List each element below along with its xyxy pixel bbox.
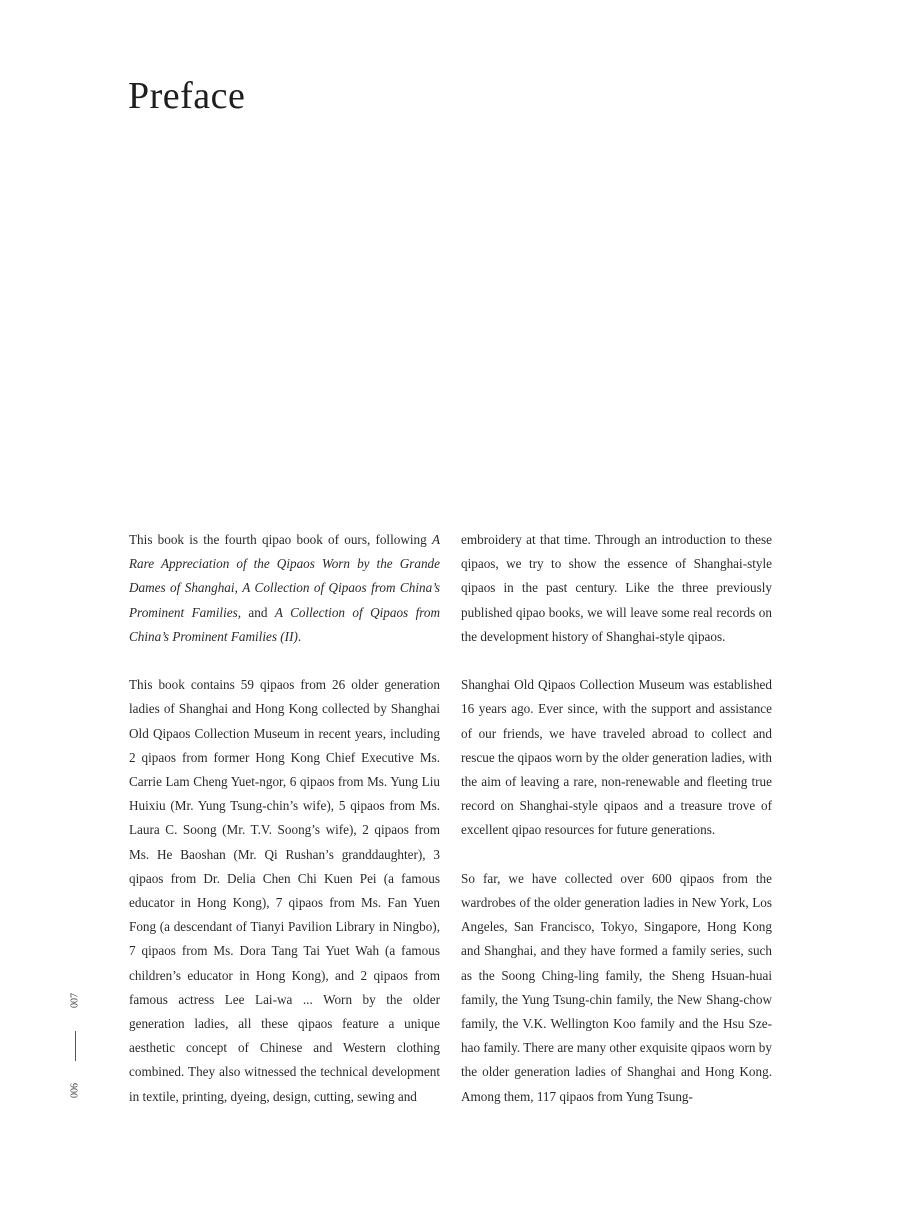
intro-text-1: This book is the fourth qipao book of ours, following [129, 532, 432, 547]
book-title-2: A Collection of Qipaos from China’s Prominent Families [129, 580, 440, 620]
body-paragraph: embroidery at that time. Through an introduction to these qipaos, we try to show the essence of Shanghai-style qipaos in the past century. Like the three previously published qipao books, we will leave some real records on the development history of Shanghai-style qipaos. [461, 532, 772, 644]
left-text-column [129, 528, 440, 1109]
right-text-column [461, 528, 772, 1109]
page-title: Preface [128, 75, 246, 117]
intro-text-3: , and [237, 604, 275, 620]
intro-text-2: , [234, 580, 243, 596]
body-paragraph: So far, we have collected over 600 qipaos from the wardrobes of the older generation ladies in New York, Los Angeles, San Francisco, Tokyo, Singapore, Hong Kong and Shanghai, and they have formed a family series, such as the Soong Ching-ling family, the Sheng Hsuan-huai family, the Yung Tsung-chin family, the New Shang-chow family, the V.K. Wellington Koo family and the Hsu Sze-hao family. There are many other exquisite qipaos worn by the older generation ladies of Shanghai and Hong Kong. Among them, 117 qipaos from Yung Tsung- [461, 870, 772, 1104]
intro-text-4: . [297, 628, 302, 644]
page-number-upper: 007 [69, 993, 81, 1008]
page-numbers [56, 985, 96, 1105]
folio-divider [75, 1031, 76, 1061]
book-title-1: A Rare Appreciation of the Qipaos Worn by the Grande Dames of Shanghai [129, 532, 440, 596]
body-paragraph: This book contains 59 qipaos from 26 older generation ladies of Shanghai and Hong Kong collected by Shanghai Old Qipaos Collection Museum in recent years, including 2 qipaos from former Hong Kong Chief Executive Ms. Carrie Lam Cheng Yuet-ngor, 6 qipaos from Ms. Yung Liu Huixiu (Mr. Yung Tsung-chin’s wife), 5 qipaos from Ms. Laura C. Soong (Mr. T.V. Soong’s wife), 2 qipaos from Ms. He Baoshan (Mr. Qi Rushan’s granddaughter), 3 qipaos from Dr. Delia Chen Chi Kuen Pei (a famous educator in Hong Kong), 7 qipaos from Ms. Fan Yuen Fong (a descendant of Tianyi Pavilion Library in Ningbo), 7 qipaos from Ms. Dora Tang Tai Yuet Wah (a famous children’s educator in Hong Kong), and 2 qipaos from famous actress Lee Lai-wa ... Worn by the older generation ladies, all these qipaos feature a unique aesthetic concept of Chinese and Western clothing combined. They also witnessed the technical development in textile, printing, dyeing, design, cutting, sewing and [129, 677, 440, 1104]
body-paragraph: Shanghai Old Qipaos Collection Museum was established 16 years ago. Ever since, with the support and assistance of our friends, we have traveled abroad to collect and rescue the qipaos worn by the older generation ladies, with the aim of leaving a rare, non-renewable and fleeting true record on Shanghai-style qipaos and a treasure trove of excellent qipao resources for future generations. [461, 677, 772, 838]
intro-paragraph [129, 528, 440, 649]
book-title-3: A Collection of Qipaos from China’s Prominent Families (II) [129, 604, 440, 644]
page-number-lower: 006 [69, 1083, 81, 1098]
